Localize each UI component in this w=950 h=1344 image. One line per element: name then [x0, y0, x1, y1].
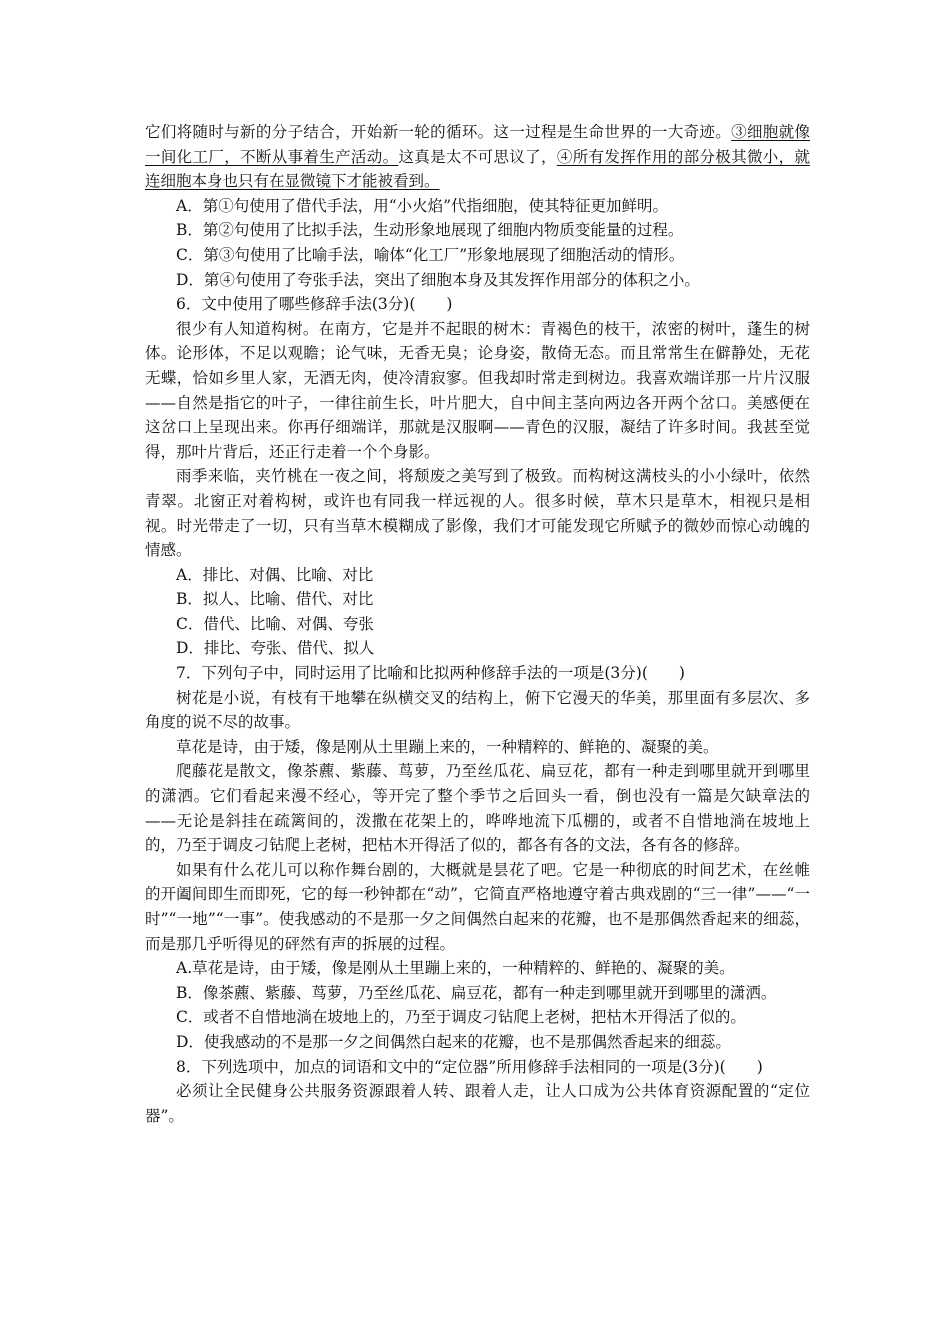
q7-option-d[interactable]: D．使我感动的不是那一夕之间偶然白起来的花瓣，也不是那偶然香起来的细蕊。	[176, 1032, 731, 1051]
q6-option-c[interactable]: C．借代、比喻、对偶、夸张	[176, 614, 374, 633]
q6-passage-paragraph-1: 很少有人知道构树。在南方，它是并不起眼的树木：青褐色的枝干，浓密的树叶，蓬生的树体。论形体，不足以观瞻；论气味，无香无臭；论身姿，散倚无态。而且常常生在僻静处，无花无蝶，恰如乡里人家，无酒无肉，使冷清寂寥。但我却时常走到树边。我喜欢端详那一片片汉服——自然是指它的叶子，一律往前生长，叶片肥大，自中间主茎向两边各开两个岔口。美感便在这岔口上呈现出来。你再仔细端详，那就是汉服啊——青色的汉服，凝结了许多时间。我甚至觉得，那叶片背后，还正行走着一个个身影。	[145, 319, 810, 461]
sentence-3-underlined: ③细胞就像一间化工厂，不断从事着生产活动。	[145, 123, 810, 166]
q7-option-c[interactable]: C．或者不自惜地淌在坡地上的，乃至于调皮刁钻爬上老树，把枯木开得活了似的。	[176, 1008, 746, 1027]
q6-stem: 6．文中使用了哪些修辞手法(3分)( )	[176, 295, 453, 314]
q5-option-c[interactable]: C．第③句使用了比喻手法，喻体“化工厂”形象地展现了细胞活动的情形。	[176, 245, 685, 264]
q6-option-a[interactable]: A．排比、对偶、比喻、对比	[176, 565, 374, 584]
q8-passage-paragraph: 必须让全民健身公共服务资源跟着人转、跟着人走，让人口成为公共体育资源配置的“定位器”。	[145, 1082, 810, 1125]
q6-passage-paragraph-2: 雨季来临，夹竹桃在一夜之间，将颓废之美写到了极致。而构树这满枝头的小小绿叶，依然青翠。北窗正对着构树，或许也有同我一样远视的人。很多时候，草木只是草木，相视只是相视。时光带走了一切，只有当草木模糊成了影像，我们才可能发现它所赋予的微妙而惊心动魄的情感。	[145, 467, 810, 560]
passage-q5-line1: 它们将随时与新的分子结合，开始新一轮的循环。这一过程是生命世界的一大奇迹。	[145, 123, 732, 141]
q8-stem: 8．下列选项中，加点的词语和文中的“定位器”所用修辞手法相同的一项是(3分)( )	[176, 1057, 763, 1076]
q5-option-d[interactable]: D．第④句使用了夸张手法，突出了细胞本身及其发挥作用部分的体积之小。	[176, 270, 700, 289]
q5-option-b[interactable]: B．第②句使用了比拟手法，生动形象地展现了细胞内物质变能量的过程。	[176, 221, 684, 240]
q7-stem: 7．下列句子中，同时运用了比喻和比拟两种修辞手法的一项是(3分)( )	[176, 664, 685, 683]
q7-option-a[interactable]: A.草花是诗，由于矮，像是刚从土里蹦上来的，一种精粹的、鲜艳的、凝聚的美。	[176, 959, 735, 978]
q7-passage-paragraph-1: 树花是小说，有枝有干地攀在纵横交叉的结构上，俯下它漫天的华美，那里面有多层次、多角度的说不尽的故事。	[145, 688, 810, 732]
q6-option-d[interactable]: D．排比、夸张、借代、拟人	[176, 639, 375, 658]
q5-option-a[interactable]: A．第①句使用了借代手法，用“小火焰”代指细胞，使其特征更加鲜明。	[176, 196, 669, 215]
passage-q5-mid: 这真是太不可思议了，	[398, 147, 557, 166]
passage-q5	[145, 120, 810, 194]
q7-option-b[interactable]: B．像茶藨、紫藤、茑萝，乃至丝瓜花、扁豆花，都有一种走到哪里就开到哪里的潇洒。	[176, 983, 777, 1002]
q6-option-b[interactable]: B．拟人、比喻、借代、对比	[176, 590, 374, 609]
q7-passage-paragraph-2: 草花是诗，由于矮，像是刚从土里蹦上来的，一种精粹的、鲜艳的、凝聚的美。	[176, 737, 719, 756]
q7-passage-paragraph-3: 爬藤花是散文，像茶藨、紫藤、茑萝，乃至丝瓜花、扁豆花，都有一种走到哪里就开到哪里的潇洒。它们看起来漫不经心，等开完了整个季节之后回头一看，倒也没有一篇是欠缺章法的——无论是斜挂在疏篱间的，泼撒在花架上的，哗哗地流下瓜棚的，或者不自惜地淌在坡地上的，乃至于调皮刁钻爬上老树，把枯木开得活了似的，都各有各的文法，各有各的修辞。	[145, 762, 810, 855]
q7-passage-paragraph-4: 如果有什么花儿可以称作舞台剧的，大概就是昙花了吧。它是一种彻底的时间艺术，在丝帷的开阖间即生而即死，它的每一秒钟都在“动”，它简直严格地遵守着古典戏剧的“三一律”——“一时”“一地”“一事”。使我感动的不是那一夕之间偶然白起来的花瓣，也不是那偶然香起来的细蕊，而是那几乎听得见的砰然有声的拆展的过程。	[145, 860, 810, 953]
sentence-4-underlined: ④所有发挥作用的部分极其微小，就连细胞本身也只有在显微镜下才能被看到。	[145, 147, 810, 191]
